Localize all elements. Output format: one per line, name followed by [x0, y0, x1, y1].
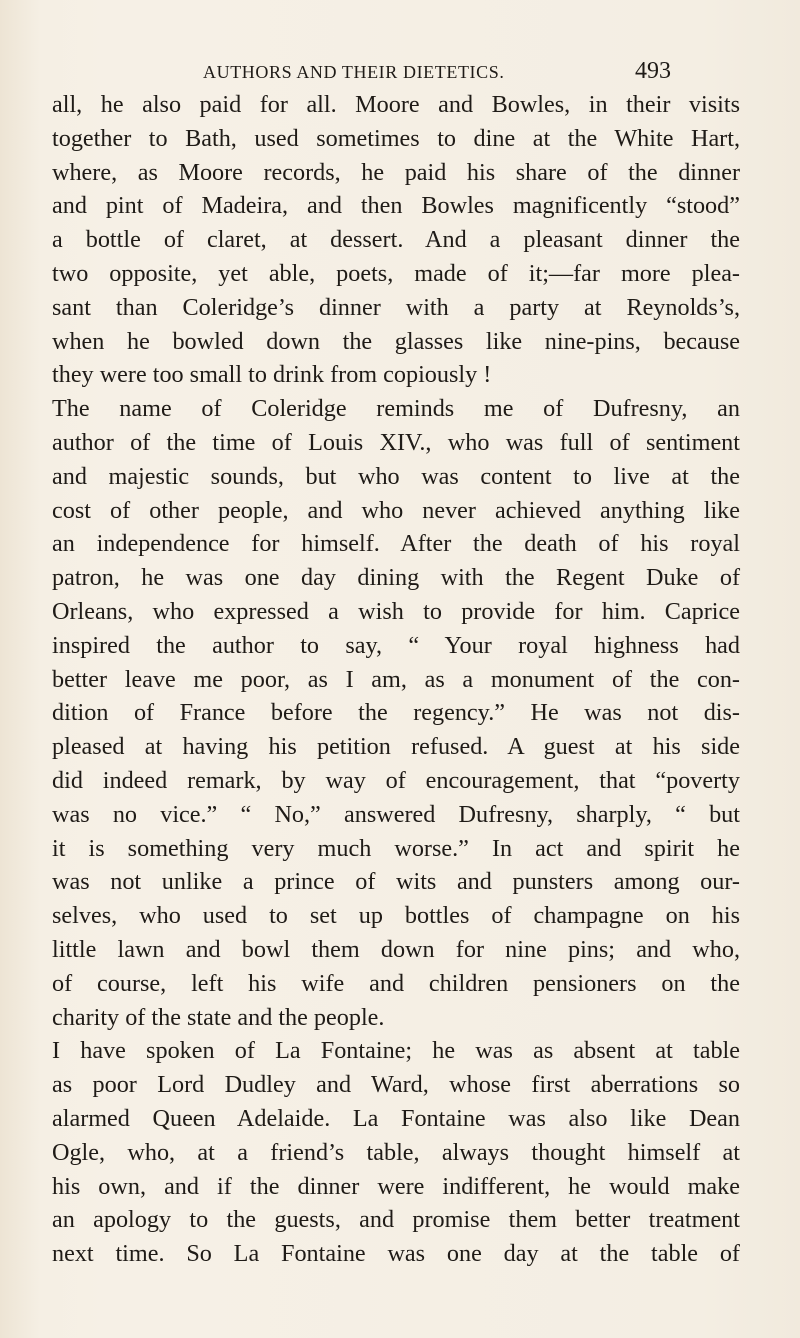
text-line: it is something very much worse.” In act and spirit he — [52, 834, 740, 862]
text-line: all, he also paid for all. Moore and Bowles, in their visits — [52, 91, 740, 118]
text-line: did indeed remark, by way of encouragement, that “poverty — [52, 766, 740, 794]
text-line: when he bowled down the glasses like nine-pins, because — [52, 327, 740, 355]
text-line: an independence for himself. After the death of his royal — [52, 530, 740, 558]
text-line: an apology to the guests, and promise them better treatment — [52, 1206, 740, 1234]
text-line: as poor Lord Dudley and Ward, whose first aberrations so — [52, 1071, 740, 1099]
text-line: was no vice.” “ No,” answered Dufresny, sharply, “ but — [52, 800, 740, 828]
page-header — [0, 58, 800, 88]
text-line: and pint of Madeira, and then Bowles magnificently “stood” — [52, 192, 740, 220]
text-line: charity of the state and the people. — [52, 1003, 385, 1031]
text-line: author of the time of Louis XIV., who was full of sentiment — [52, 428, 740, 456]
text-line: little lawn and bowl them down for nine pins; and who, — [52, 935, 740, 963]
page-number: 493 — [635, 58, 671, 84]
text-line: dition of France before the regency.” He was not dis- — [52, 699, 740, 727]
text-line: together to Bath, used sometimes to dine at the White Hart, — [52, 124, 740, 152]
text-line: and majestic sounds, but who was content to live at the — [52, 462, 740, 490]
text-line: selves, who used to set up bottles of champagne on his — [52, 902, 740, 930]
text-line: Ogle, who, at a friend’s table, always thought himself at — [52, 1138, 740, 1166]
text-line: patron, he was one day dining with the Regent Duke of — [52, 564, 740, 592]
running-head: AUTHORS AND THEIR DIETETICS. — [203, 62, 505, 82]
text-line: better leave me poor, as I am, as a monument of the con- — [52, 665, 740, 693]
text-line: was not unlike a prince of wits and punsters among our- — [52, 868, 740, 896]
text-line: where, as Moore records, he paid his share of the dinner — [52, 158, 740, 186]
text-line: two opposite, yet able, poets, made of it;—far more plea- — [52, 259, 740, 287]
text-line: alarmed Queen Adelaide. La Fontaine was also like Dean — [52, 1104, 740, 1132]
text-line: of course, left his wife and children pensioners on the — [52, 969, 740, 997]
text-line: inspired the author to say, “ Your royal highness had — [52, 631, 740, 659]
text-line: they were too small to drink from copiously ! — [52, 361, 492, 389]
text-line: a bottle of claret, at dessert. And a pleasant dinner the — [52, 226, 740, 254]
text-line: pleased at having his petition refused. A guest at his side — [52, 733, 740, 761]
text-line: next time. So La Fontaine was one day at the table of — [52, 1240, 740, 1268]
body-text — [52, 88, 740, 1271]
text-line: cost of other people, and who never achieved anything like — [52, 496, 740, 524]
text-line: The name of Coleridge reminds me of Dufresny, an — [52, 395, 740, 423]
text-line: I have spoken of La Fontaine; he was as absent at table — [52, 1037, 740, 1065]
text-line: Orleans, who expressed a wish to provide for him. Caprice — [52, 597, 740, 625]
text-line: his own, and if the dinner were indifferent, he would make — [52, 1172, 740, 1200]
text-line: sant than Coleridge’s dinner with a party at Reynolds’s, — [52, 293, 740, 321]
